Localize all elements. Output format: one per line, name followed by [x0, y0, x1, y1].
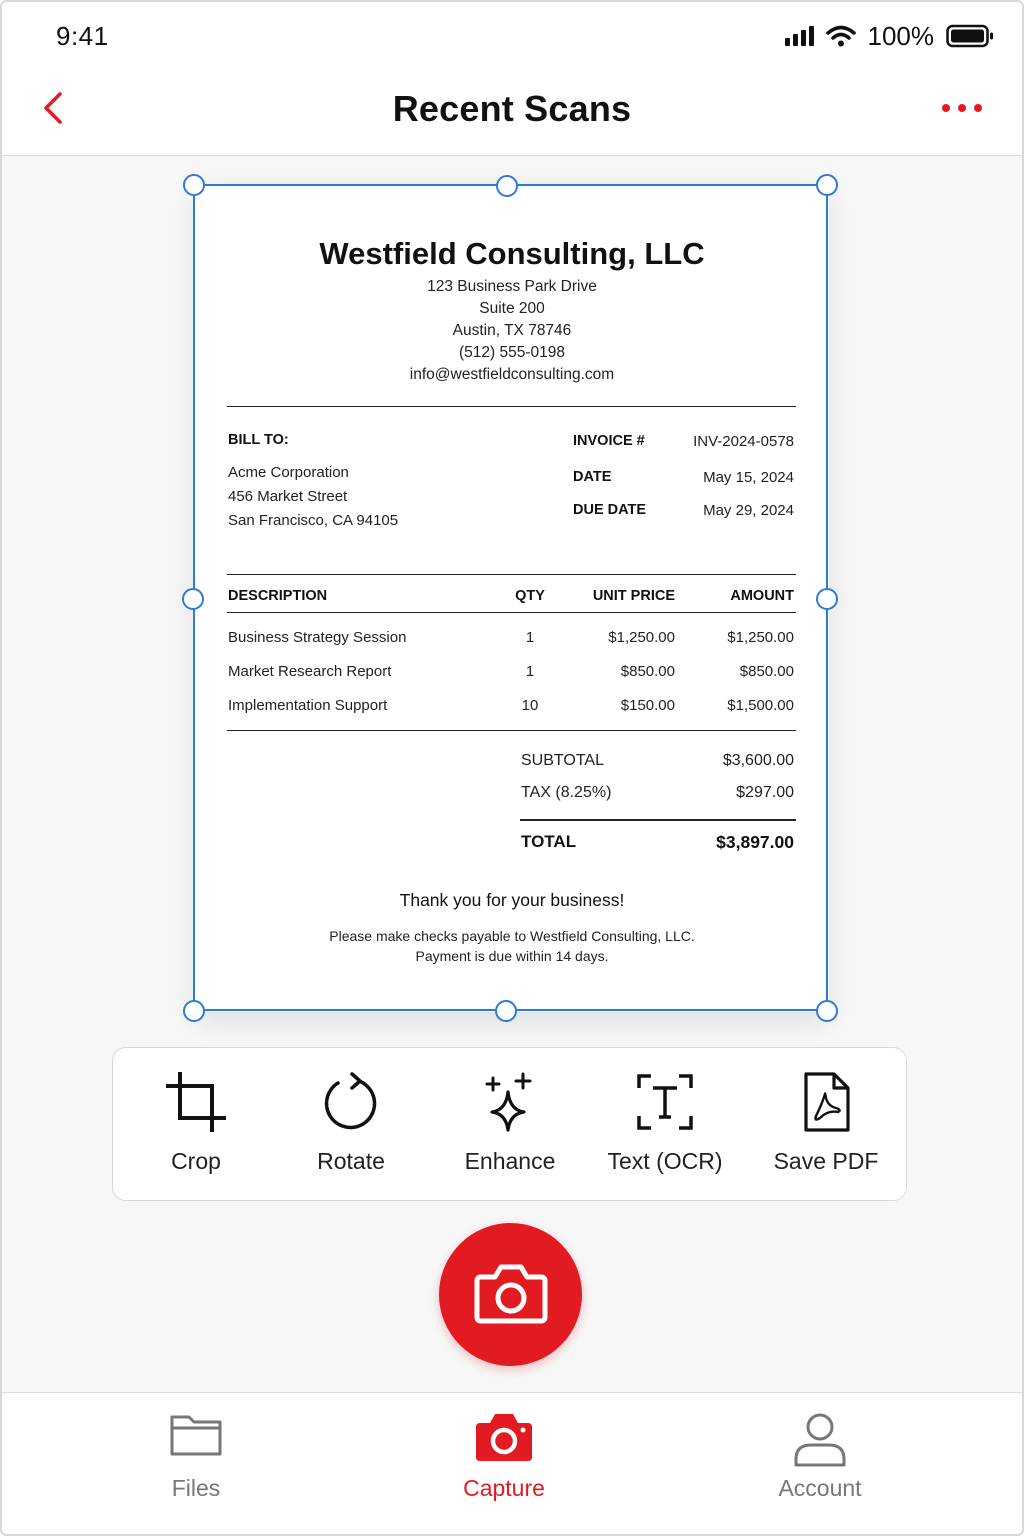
- address-line: info@westfieldconsulting.com: [409, 366, 615, 383]
- date-label: DATE: [573, 469, 612, 485]
- invoice-date: May 15, 2024: [703, 469, 794, 486]
- invoice-number: INV-2024-0578: [693, 433, 794, 450]
- crop-icon: [164, 1070, 228, 1134]
- battery-percent: 100%: [867, 20, 934, 51]
- camera-icon: [474, 1411, 534, 1463]
- crop-handle-top-right[interactable]: [816, 174, 838, 196]
- item-qty: 1: [525, 629, 535, 646]
- status-bar: [0, 0, 1024, 72]
- status-icons: [785, 21, 995, 52]
- divider: [520, 819, 796, 821]
- bill-to-label: BILL TO:: [228, 432, 289, 448]
- item-qty: 10: [521, 697, 539, 714]
- rotate-button[interactable]: [276, 1048, 426, 1202]
- crop-handle-top[interactable]: [496, 175, 518, 197]
- person-icon: [793, 1411, 847, 1467]
- subtotal-value: $3,600.00: [722, 752, 794, 769]
- column-header-unit-price: UNIT PRICE: [592, 588, 675, 604]
- total-label: TOTAL: [521, 832, 577, 851]
- status-time: 9:41: [56, 20, 109, 51]
- column-header-qty: QTY: [515, 588, 545, 604]
- pdf-file-icon: [794, 1070, 858, 1134]
- item-amount: $850.00: [739, 663, 794, 680]
- bill-to-line: Acme Corporation: [228, 464, 349, 481]
- item-description: Implementation Support: [228, 697, 388, 714]
- due-date: May 29, 2024: [703, 502, 794, 519]
- folder-icon: [169, 1411, 223, 1457]
- wifi-icon: [826, 25, 856, 47]
- scanned-document: [195, 186, 829, 1012]
- item-amount: $1,250.00: [727, 629, 794, 646]
- capture-button[interactable]: [439, 1223, 582, 1366]
- tool-label: Enhance: [464, 1148, 556, 1174]
- camera-icon: [473, 1261, 549, 1327]
- rotate-icon: [319, 1070, 383, 1134]
- text-scan-icon: [633, 1070, 697, 1134]
- tab-label: Account: [778, 1475, 862, 1501]
- tab-capture[interactable]: [404, 1393, 604, 1536]
- tab-account[interactable]: [720, 1393, 920, 1536]
- item-description: Business Strategy Session: [228, 629, 407, 646]
- more-dots-icon: [940, 96, 984, 120]
- item-unit-price: $850.00: [620, 663, 675, 680]
- ocr-button[interactable]: [590, 1048, 740, 1202]
- column-header-amount: AMOUNT: [730, 588, 794, 604]
- address-line: Suite 200: [479, 300, 545, 317]
- more-button[interactable]: [940, 96, 984, 120]
- column-header-description: DESCRIPTION: [228, 588, 328, 604]
- tab-bar: [0, 1392, 1024, 1536]
- total-value: $3,897.00: [716, 832, 794, 852]
- bill-to-line: San Francisco, CA 94105: [228, 512, 399, 529]
- enhance-button[interactable]: [435, 1048, 585, 1202]
- payment-note: Please make checks payable to Westfield Consulting, LLC.: [329, 928, 695, 944]
- crop-button[interactable]: [121, 1048, 271, 1202]
- header: [0, 72, 1024, 156]
- divider: [227, 730, 796, 731]
- tool-label: Crop: [171, 1148, 221, 1174]
- address-line: Austin, TX 78746: [452, 322, 572, 339]
- divider: [227, 612, 796, 613]
- due-date-label: DUE DATE: [573, 502, 647, 518]
- divider: [227, 574, 796, 575]
- item-description: Market Research Report: [228, 663, 392, 680]
- address-line: (512) 555-0198: [459, 344, 565, 361]
- crop-handle-bottom-right[interactable]: [816, 1000, 838, 1022]
- payment-note: Payment is due within 14 days.: [415, 948, 609, 964]
- tool-label: Text (OCR): [607, 1148, 723, 1174]
- thank-you-text: Thank you for your business!: [399, 890, 625, 910]
- sparkle-icon: [478, 1070, 542, 1134]
- tab-label: Files: [171, 1475, 221, 1501]
- company-name: Westfield Consulting, LLC: [319, 236, 705, 271]
- tax-label: TAX (8.25%): [521, 784, 612, 801]
- tab-label: Capture: [463, 1475, 545, 1501]
- item-amount: $1,500.00: [727, 697, 794, 714]
- address-line: 123 Business Park Drive: [427, 278, 597, 295]
- page-title: Recent Scans: [392, 88, 632, 129]
- crop-handle-top-left[interactable]: [183, 174, 205, 196]
- crop-handle-bottom-left[interactable]: [183, 1000, 205, 1022]
- bill-to-line: 456 Market Street: [228, 488, 348, 505]
- save-pdf-button[interactable]: [751, 1048, 901, 1202]
- divider: [227, 406, 796, 407]
- subtotal-label: SUBTOTAL: [521, 752, 604, 769]
- item-unit-price: $150.00: [620, 697, 675, 714]
- crop-handle-left[interactable]: [182, 588, 204, 610]
- crop-handle-bottom[interactable]: [495, 1000, 517, 1022]
- tool-label: Save PDF: [773, 1148, 879, 1174]
- edit-toolbar: [112, 1047, 907, 1201]
- crop-handle-right[interactable]: [816, 588, 838, 610]
- tab-files[interactable]: [96, 1393, 296, 1536]
- tool-label: Rotate: [317, 1148, 385, 1174]
- item-qty: 1: [525, 663, 535, 680]
- signal-icon: [785, 26, 814, 46]
- tax-value: $297.00: [736, 784, 794, 801]
- invoice-number-label: INVOICE #: [573, 433, 645, 449]
- battery-icon: [946, 24, 994, 48]
- item-unit-price: $1,250.00: [608, 629, 675, 646]
